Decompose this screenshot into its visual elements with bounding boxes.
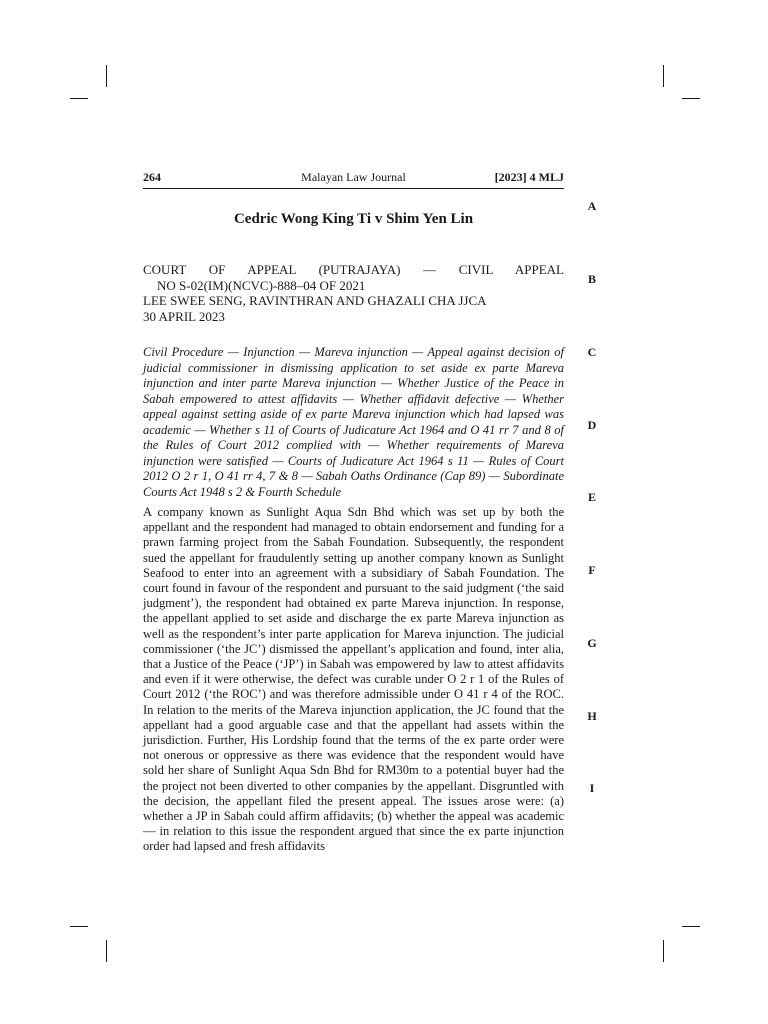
margin-letter-h: H: [587, 709, 597, 723]
crop-mark-top-left-vertical: [106, 65, 107, 87]
margin-letter-e: E: [587, 490, 596, 504]
margin-letter-d: D: [587, 418, 597, 432]
crop-mark-bottom-left-horizontal: [70, 926, 88, 927]
margin-letter-i: I: [589, 781, 595, 795]
catchwords: Civil Procedure — Injunction — Mareva injunction — Appeal against decision of judicial commissioner in dismissing application to set aside ex parte Mareva injunction and inter parte Mareva injunction — Whether Justice of the Peace in Sabah empowered to attest affidavits — Whether affidavit defective — Whether appeal against setting aside of ex parte Mareva injunction which had lapsed was academic — Whether s 11 of Courts of Judicature Act 1964 and O 41 rr 7 and 8 of the Rules of Court 2012 complied with — Whether requirements of Mareva injunction were satisfied — Courts of Judicature Act 1964 s 11 — Rules of Court 2012 O 2 r 1, O 41 rr 4, 7 & 8 — Sabah Oaths Ordinance (Cap 89) — Subordinate Courts Act 1948 s 2 & Fourth Schedule: [143, 345, 564, 499]
citation: [2023] 4 MLJ: [494, 170, 564, 184]
crop-mark-bottom-right-horizontal: [682, 926, 700, 927]
appeal-number: NO S-02(IM)(NCVC)-888–04 OF 2021: [157, 277, 366, 293]
crop-mark-bottom-left-vertical: [106, 940, 107, 962]
case-title: Cedric Wong King Ti v Shim Yen Lin: [233, 211, 474, 227]
crop-mark-top-right-horizontal: [682, 98, 700, 99]
crop-mark-top-right-vertical: [663, 65, 664, 87]
margin-letter-g: G: [587, 636, 597, 650]
decision-date: 30 APRIL 2023: [143, 308, 225, 324]
header-rule: [143, 188, 564, 189]
page-number: 264: [143, 170, 161, 184]
margin-letter-c: C: [587, 345, 597, 359]
court-name: COURT OF APPEAL (PUTRAJAYA) — CIVIL APPEAL: [143, 262, 564, 277]
journal-name: Malayan Law Journal: [301, 170, 406, 184]
coram: LEE SWEE SENG, RAVINTHRAN AND GHAZALI CHA JJCA: [143, 293, 487, 308]
margin-letter-a: A: [587, 199, 597, 213]
margin-letter-f: F: [588, 563, 596, 577]
margin-letter-b: B: [587, 272, 596, 286]
crop-mark-bottom-right-vertical: [663, 940, 664, 962]
headnote-paragraph: A company known as Sunlight Aqua Sdn Bhd which was set up by both the appellant and the respondent had managed to obtain endorsement and funding for a prawn farming project from the Sabah Foundation. Subsequently, the respondent sued the appellant for fraudulently setting up another company known as Sunlight Seafood to enter into an agreement with a subsidiary of Sabah Foundation. The court found in favour of the respondent and pursuant to the said judgment (‘the said judgment’), the respondent had obtained ex parte Mareva injunction. In response, the appellant applied to set aside and discharge the ex parte Mareva injunction as well as the respondent’s inter parte application for Mareva injunction. The judicial commissioner (‘the JC’) dismissed the appellant’s application and found, inter alia, that a Justice of the Peace (‘JP’) in Sabah was empowered by law to attest affidavits and even if it were otherwise, the defect was curable under O 2 r 1 of the Rules of Court 2012 (‘the ROC’) and was therefore admissible under O 41 r 4 of the ROC. In relation to the merits of the Mareva injunction application, the JC found that the appellant had a good arguable case and that the appellant had assets within the jurisdiction. Further, His Lordship found that the terms of the ex parte order were not onerous or oppressive as there was evidence that the respondent would have sold her share of Sunlight Aqua Sdn Bhd for RM30m to a potential buyer had the the project not been diverted to other companies by the appellant. Disgruntled with the decision, the appellant filed the present appeal. The issues arose were: (a) whether a JP in Sabah could affirm affidavits; (b) whether the appeal was academic — in relation to this issue the respondent argued that since the ex parte injunction order had lapsed and fresh affidavits: [143, 505, 564, 854]
crop-mark-top-left-horizontal: [70, 98, 88, 99]
court-details: [143, 262, 564, 324]
